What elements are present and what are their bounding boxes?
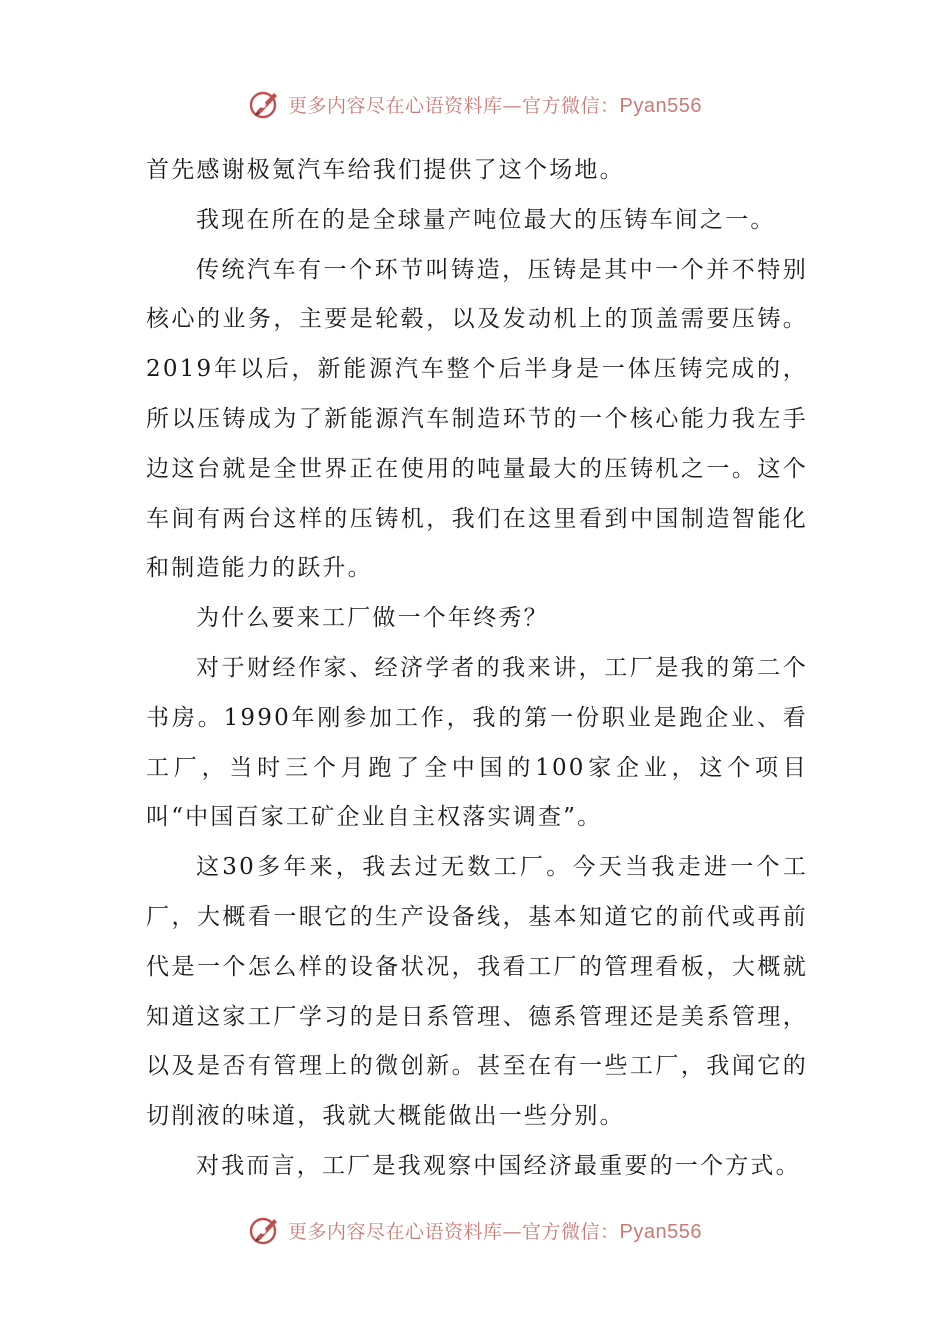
- paragraph: 对于财经作家、经济学者的我来讲，工厂是我的第二个书房。1990年刚参加工作，我的第一份职业是跑企业、看工厂，当时三个月跑了全中国的100家企业，这个项目叫“中国百家工矿企业自主权落实调查”。: [146, 654, 808, 831]
- footer-watermark: [0, 1210, 950, 1250]
- paragraph: 传统汽车有一个环节叫铸造，压铸是其中一个并不特别核心的业务，主要是轮毂，以及发动机上的顶盖需要压铸。2019年以后，新能源汽车整个后半身是一体压铸完成的，所以压铸成为了新能源汽车制造环节的一个核心能力我左手边这台就是全世界正在使用的吨量最大的压铸机之一。这个车间有两台这样的压铸机，我们在这里看到中国制造智能化和制造能力的跃升。: [146, 256, 808, 582]
- pen-circle-logo-icon: [248, 1213, 282, 1247]
- document-body: [146, 146, 808, 1192]
- watermark-text: 更多内容尽在心语资料库—官方微信：Pyan556: [288, 1220, 702, 1243]
- header-watermark: [0, 84, 950, 124]
- paragraph: 这30多年来，我去过无数工厂。今天当我走进一个工厂，大概看一眼它的生产设备线，基本知道它的前代或再前代是一个怎么样的设备状况，我看工厂的管理看板，大概就知道这家工厂学习的是日系管理、德系管理还是美系管理，以及是否有管理上的微创新。甚至在有一些工厂，我闻它的切削液的味道，我就大概能做出一些分别。: [146, 854, 808, 1130]
- paragraph: 对我而言，工厂是我观察中国经济最重要的一个方式。: [196, 1152, 801, 1179]
- paragraph: 为什么要来工厂做一个年终秀？: [196, 605, 549, 632]
- paragraph: 首先感谢极氪汽车给我们提供了这个场地。: [146, 157, 625, 183]
- watermark-text: 更多内容尽在心语资料库—官方微信：Pyan556: [288, 94, 702, 117]
- pen-circle-logo-icon: [248, 87, 282, 121]
- paragraph: 我现在所在的是全球量产吨位最大的压铸车间之一。: [196, 206, 776, 233]
